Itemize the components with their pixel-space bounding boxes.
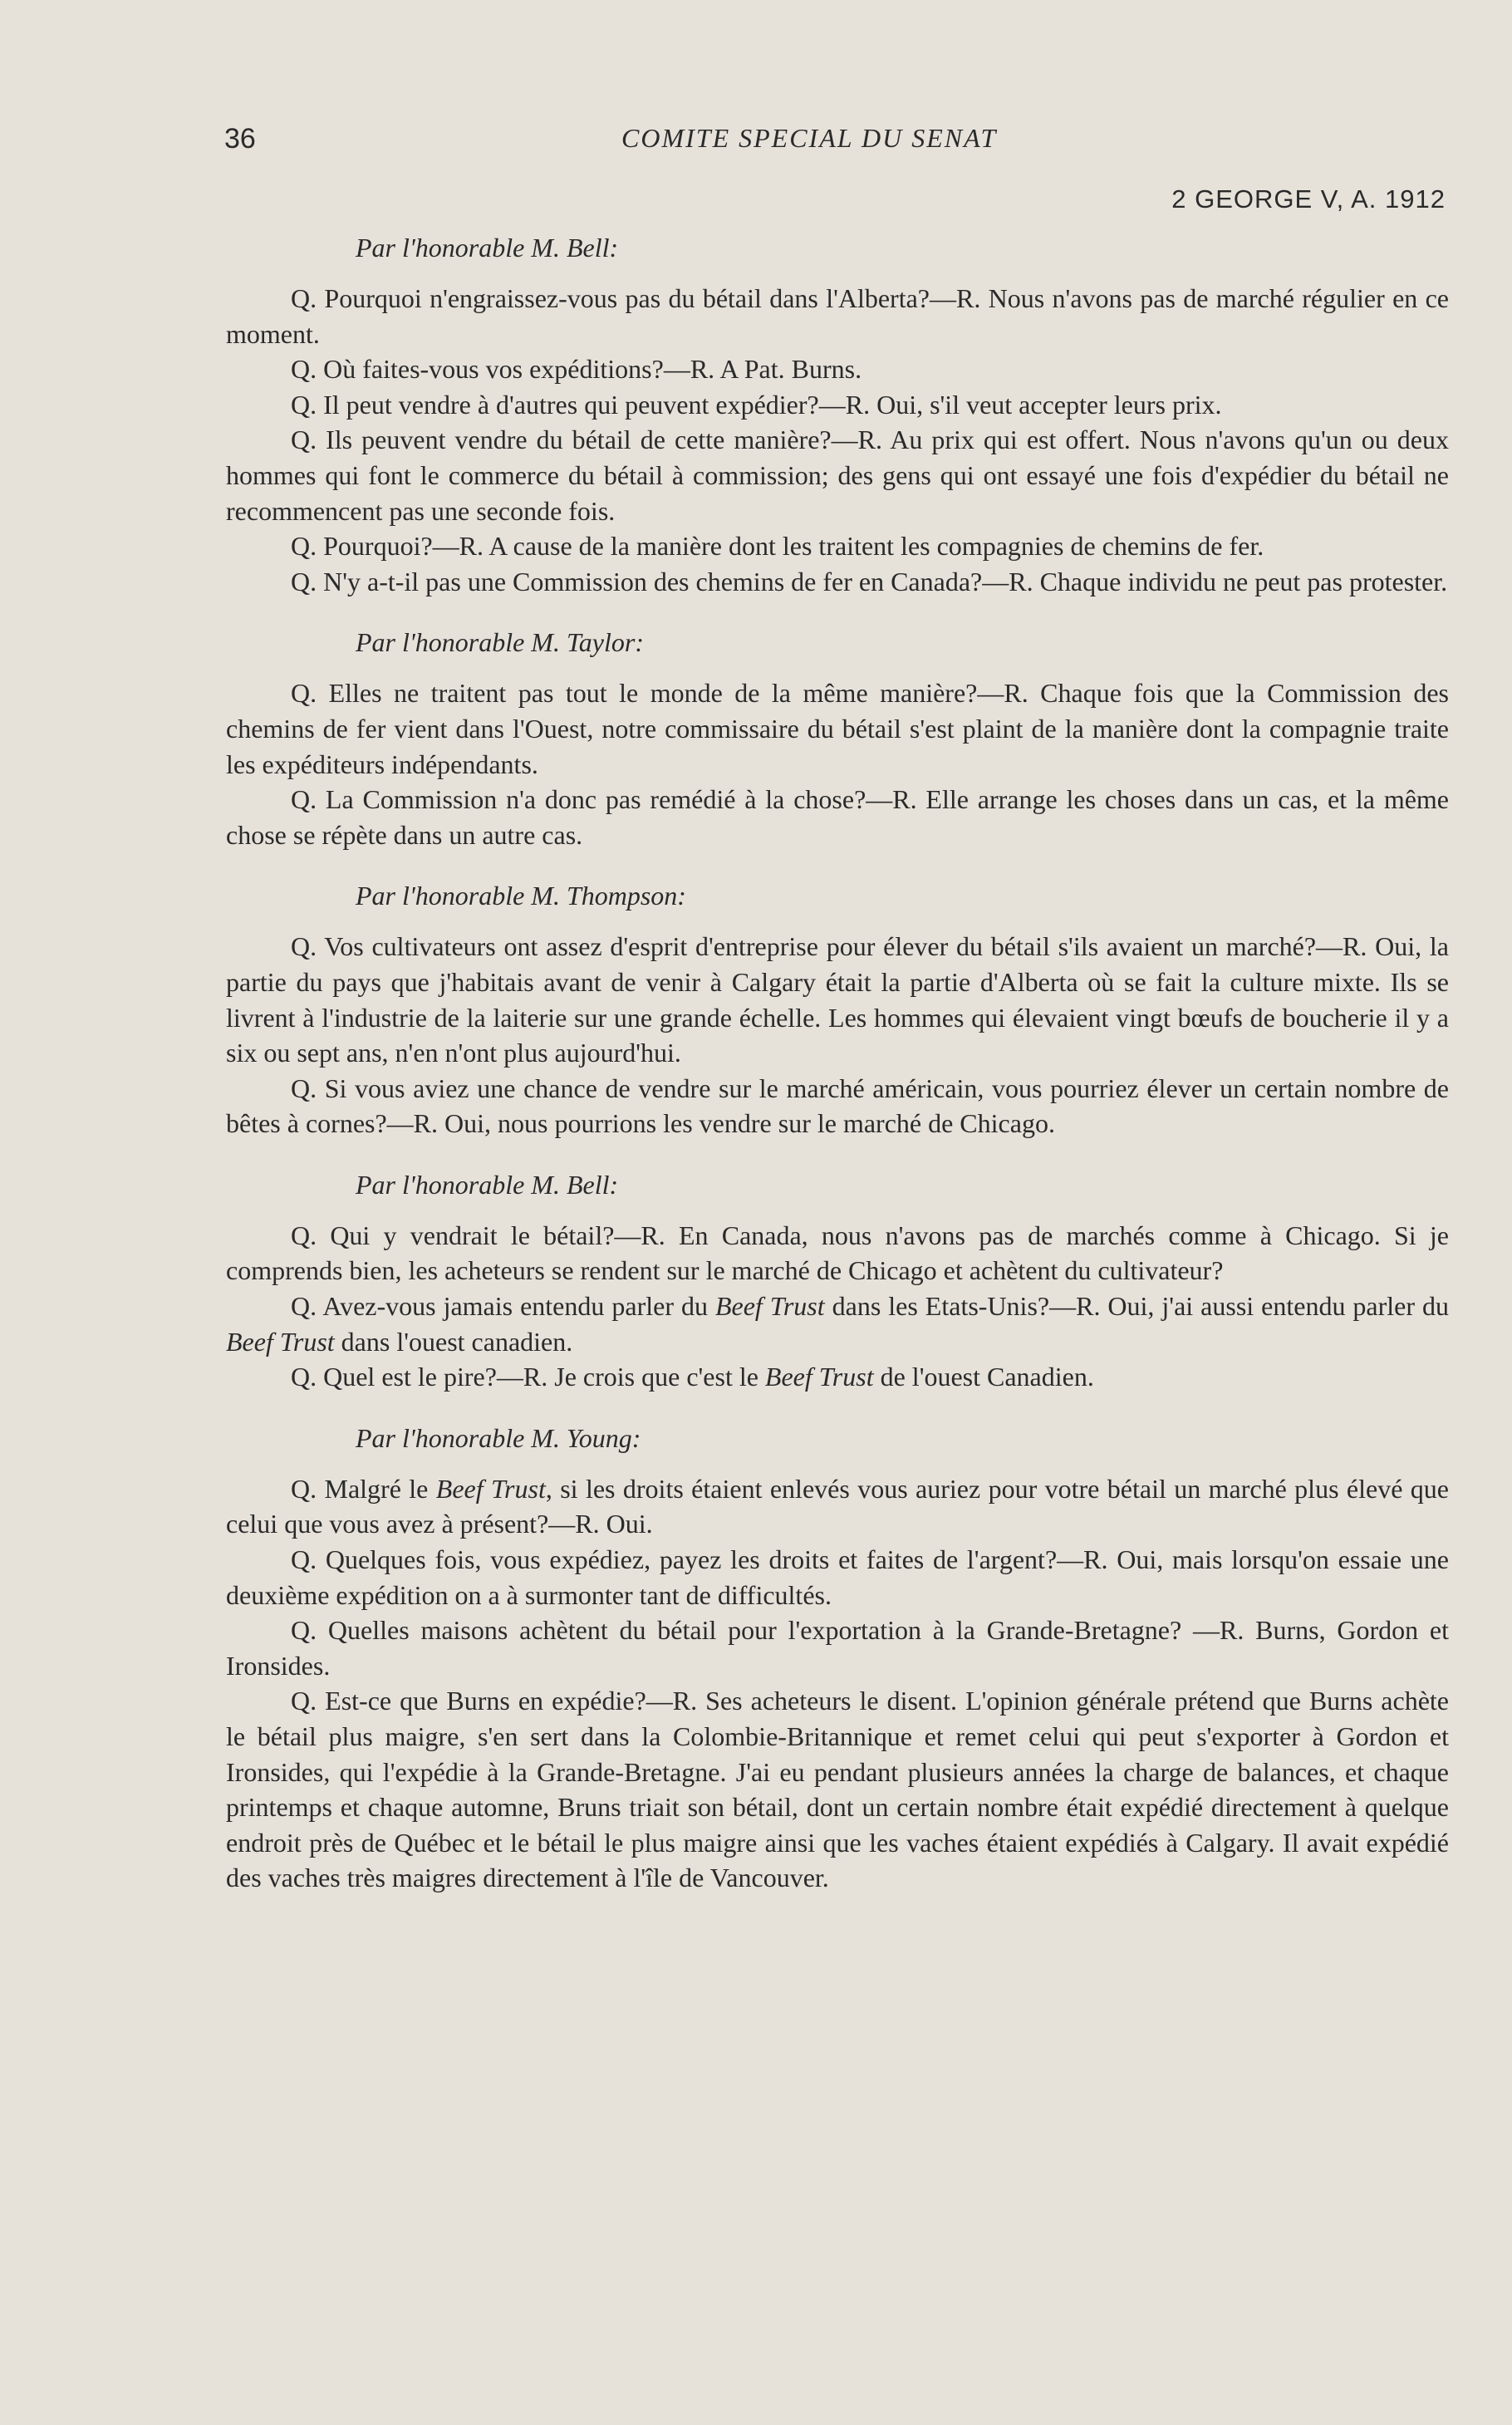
speaker-heading: Par l'honorable M. Young:	[356, 1422, 641, 1453]
qa-paragraph: Q. Quel est le pire?—R. Je crois que c'est le Beef Trust de l'ouest Canadien.	[291, 1362, 1094, 1392]
qa-paragraph: Q. Pourquoi n'engraissez-vous pas du bétail dans l'Alberta?—R. Nous n'avons pas de marché régulier en ce moment.	[226, 283, 1449, 349]
qa-paragraph: Q. Elles ne traitent pas tout le monde de la même manière?—R. Chaque fois que la Commission des chemins de fer vient dans l'Ouest, notre commissaire du bétail s'est plaint de la manière dont la compagnie traite les expéditeurs indépendants.	[226, 678, 1449, 779]
qa-paragraph: Q. Malgré le Beef Trust, si les droits étaient enlevés vous auriez pour votre bétail un marché plus élevé que celui que vous avez à présent?—R. Oui.	[226, 1473, 1450, 1539]
session-label: 2 GEORGE V, A. 1912	[1171, 184, 1446, 214]
qa-paragraph: Q. Est-ce que Burns en expédie?—R. Ses acheteurs le disent. L'opinion générale prétend que Burns achète le bétail plus maigre, s'en sert dans la Colombie-Britannique et remet celui qui peut s'exporter à Gordon et Ironsides, qui l'expédie à la Grande-Bretagne. J'ai eu pendant plusieurs années la charge de balances, et chaque printemps et chaque automne, Bruns triait son bétail, dont un certain nombre était expédié directement à quelque endroit près de Québec et le bétail le plus maigre ainsi que les vaches étaient expédiés à Calgary. Il avait expédié des vaches très maigres directement à l'île de Vancouver.	[226, 1686, 1449, 1893]
qa-paragraph: Q. Pourquoi?—R. A cause de la manière dont les traitent les compagnies de chemins de fer.	[291, 531, 1264, 562]
speaker-heading: Par l'honorable M. Bell:	[356, 233, 619, 263]
qa-paragraph: Q. Quelles maisons achètent du bétail pour l'exportation à la Grande-Bretagne? —R. Burns, Gordon et Ironsides.	[226, 1615, 1449, 1681]
page-body	[226, 229, 1449, 1896]
page-number: 36	[224, 123, 256, 155]
qa-paragraph: Q. Quelques fois, vous expédiez, payez les droits et faites de l'argent?—R. Oui, mais lorsqu'on essaie une deuxième expédition on a à surmonter tant de difficultés.	[226, 1544, 1449, 1610]
speaker-heading: Par l'honorable M. Taylor:	[356, 627, 644, 658]
qa-paragraph: Q. Avez-vous jamais entendu parler du Beef Trust dans les Etats-Unis?—R. Oui, j'ai aussi entendu parler du Beef Trust dans l'ouest canadien.	[226, 1291, 1450, 1357]
qa-paragraph: Q. Si vous aviez une chance de vendre sur le marché américain, vous pourriez élever un certain nombre de bêtes à cornes?—R. Oui, nous pourrions les vendre sur le marché de Chicago.	[226, 1073, 1449, 1139]
italic-term: Beef Trust	[226, 1326, 335, 1357]
qa-paragraph: Q. Vos cultivateurs ont assez d'esprit d'entreprise pour élever du bétail s'ils avaient un marché?—R. Oui, la partie du pays que j'habitais avant de venir à Calgary était la partie d'Alberta où se fait la culture mixte. Ils se livrent à l'industrie de la laiterie sur une grande échelle. Les hommes qui élevaient vingt bœufs de boucherie il y a six ou sept ans, n'en n'ont plus aujourd'hui.	[226, 931, 1449, 1068]
italic-term: Beef Trust	[764, 1362, 874, 1392]
qa-paragraph: Q. Il peut vendre à d'autres qui peuvent expédier?—R. Oui, s'il veut accepter leurs prix.	[291, 389, 1222, 420]
speaker-heading: Par l'honorable M. Thompson:	[356, 881, 686, 911]
speaker-heading: Par l'honorable M. Bell:	[356, 1169, 619, 1200]
qa-paragraph: Q. La Commission n'a donc pas remédié à la chose?—R. Elle arrange les choses dans un cas, et la même chose se répète dans un autre cas.	[226, 784, 1449, 850]
qa-paragraph: Q. Ils peuvent vendre du bétail de cette manière?—R. Au prix qui est offert. Nous n'avons qu'un ou deux hommes qui font le commerce du bétail à commission; des gens qui ont essayé une fois d'expédier du bétail ne recommencent pas une seconde fois.	[226, 425, 1449, 526]
italic-term: Beef Trust	[714, 1291, 825, 1322]
qa-paragraph: Q. Qui y vendrait le bétail?—R. En Canada, nous n'avons pas de marchés comme à Chicago. Si je comprends bien, les acheteurs se rendent sur le marché de Chicago et achètent du cultivateur?	[226, 1220, 1449, 1286]
qa-paragraph: Q. N'y a-t-il pas une Commission des chemins de fer en Canada?—R. Chaque individu ne peut pas protester.	[291, 566, 1448, 596]
italic-term: Beef Trust	[435, 1473, 546, 1504]
page-header	[224, 123, 1446, 156]
running-title: COMITE SPECIAL DU SENAT	[621, 123, 998, 153]
qa-paragraph: Q. Où faites-vous vos expéditions?—R. A Pat. Burns.	[291, 354, 862, 385]
